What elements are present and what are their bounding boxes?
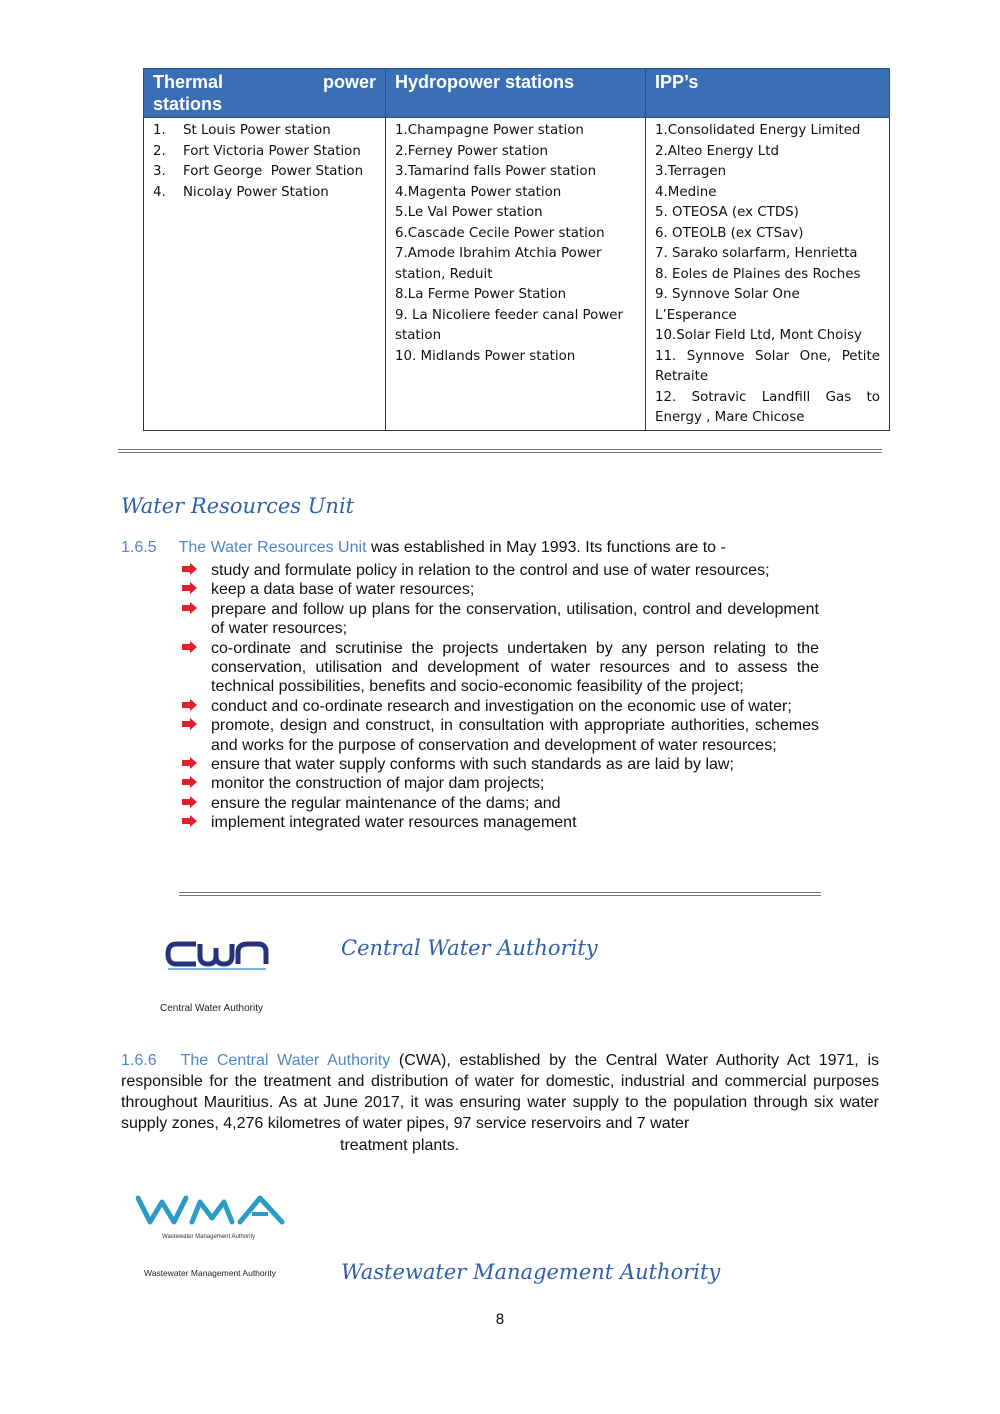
power-stations-table	[143, 68, 890, 431]
list-item	[153, 183, 376, 204]
list-item: 7. Sarako solarfarm, Henrietta	[655, 246, 858, 261]
list-item	[182, 600, 819, 639]
item-number: 2.	[153, 143, 166, 159]
bullet-text: ensure the regular maintenance of the dams; and	[211, 794, 561, 812]
arrow-icon	[182, 641, 197, 653]
arrow-icon	[182, 776, 197, 788]
cwa-heading: Central Water Authority	[341, 936, 598, 960]
arrow-icon	[182, 815, 197, 827]
arrow-icon	[182, 699, 197, 711]
list-item	[182, 716, 819, 755]
arrow-icon	[182, 796, 197, 808]
item-text: Nicolay Power Station	[183, 184, 329, 200]
list-item: 9. Synnove Solar One L’Esperance	[655, 287, 800, 323]
item-text: Fort Victoria Power Station	[183, 143, 361, 159]
water-resources-heading: Water Resources Unit	[121, 494, 355, 518]
list-item: 6.Cascade Cecile Power station	[395, 225, 605, 241]
section-link[interactable]: The Central Water Authority	[180, 1052, 391, 1069]
header-thermal-word3: stations	[153, 94, 223, 114]
list-item: 11. Synnove Solar One, Petite Retraite	[655, 348, 880, 384]
item-number: 4.	[153, 184, 166, 200]
bullet-text: prepare and follow up plans for the conservation, utilisation, control and development of water resources;	[211, 600, 819, 638]
section-number: 1.6.6	[121, 1052, 157, 1069]
arrow-icon	[182, 757, 197, 769]
arrow-icon	[182, 582, 197, 594]
thermal-list	[153, 121, 376, 203]
header-thermal	[144, 69, 386, 118]
list-item: 12. Sotravic Landfill Gas to Energy , Mare Chicose	[655, 389, 880, 425]
list-item	[182, 697, 819, 716]
bullet-text: monitor the construction of major dam projects;	[211, 775, 545, 793]
section-number: 1.6.5	[121, 539, 157, 556]
arrow-icon	[182, 602, 197, 614]
header-ipp: IPP’s	[646, 69, 890, 118]
page-number: 8	[495, 1312, 505, 1328]
header-hydro: Hydropower stations	[386, 69, 646, 118]
list-item	[182, 794, 819, 813]
cwa-logo	[160, 930, 278, 980]
list-item: 2.Alteo Energy Ltd	[655, 143, 779, 159]
list-item: 10.Solar Field Ltd, Mont Choisy	[655, 328, 862, 343]
bullet-text: keep a data base of water resources;	[211, 581, 475, 599]
list-item: 2.Ferney Power station	[395, 143, 548, 159]
water-unit-intro	[121, 538, 881, 557]
ipp-list	[655, 121, 880, 429]
list-item: 10. Midlands Power station	[395, 348, 576, 364]
cwa-logo-mark	[160, 930, 278, 980]
hydro-cell	[386, 118, 646, 431]
table-header-row	[144, 69, 890, 118]
hydro-list	[395, 121, 636, 367]
wma-logo-mark	[136, 1192, 286, 1228]
list-item: 3.Terragen	[655, 164, 727, 179]
wma-logo	[136, 1192, 286, 1238]
bullet-text: conduct and co-ordinate research and investigation on the economic use of water;	[211, 697, 792, 715]
cwa-paragraph-last: treatment plants.	[340, 1137, 460, 1154]
functions-list	[182, 561, 819, 833]
arrow-icon	[182, 563, 197, 575]
header-thermal-word1: Thermal	[153, 72, 224, 92]
section-link[interactable]: The Water Resources Unit	[178, 539, 367, 556]
cwa-paragraph	[121, 1050, 879, 1134]
intro-text: was established in May 1993. Its functions are to -	[366, 539, 726, 556]
list-item: 5.Le Val Power station	[395, 205, 543, 220]
list-item	[182, 561, 819, 580]
bullet-text: implement integrated water resources management	[211, 814, 577, 832]
cwa-paragraph-text: (CWA), established by the Central Water Authority Act 1971, is responsible for the treatment and distribution of water for domestic, industrial and commercial purposes throughout Mauritius. As at June 2017, it was ensuring water supply to the population through six water supply zones, 4,276 kilometres of water pipes, 97 service reservoirs and 7 water	[121, 1052, 879, 1132]
thermal-cell	[144, 118, 386, 431]
item-number: 1.	[153, 123, 166, 138]
ipp-cell	[646, 118, 890, 431]
section-divider	[118, 449, 882, 453]
list-item	[182, 639, 819, 697]
list-item	[153, 162, 376, 183]
list-item: 4.Medine	[655, 184, 717, 200]
wma-heading: Wastewater Management Authority	[341, 1260, 721, 1284]
item-text: St Louis Power station	[183, 123, 331, 138]
cwa-logo-caption: Central Water Authority	[160, 1003, 264, 1014]
list-item	[182, 813, 819, 832]
arrow-icon	[182, 718, 197, 730]
wma-logo-caption: Wastewater Management Authority	[144, 1268, 276, 1278]
list-item	[153, 142, 376, 163]
list-item: 9. La Nicoliere feeder canal Power station	[395, 307, 624, 343]
list-item: 7.Amode Ibrahim Atchia Power station, Reduit	[395, 246, 602, 282]
bullet-text: co-ordinate and scrutinise the projects undertaken by any person relating to the conservation, utilisation and development of water resources and to assess the technical possibilities, benefits and socio-economic feasibility of the project;	[211, 639, 819, 696]
list-item: 8. Eoles de Plaines des Roches	[655, 266, 861, 282]
header-thermal-word2: power	[322, 72, 376, 92]
item-text: Fort George Power Station	[183, 164, 364, 179]
section-divider	[179, 892, 821, 896]
list-item: 1.Consolidated Energy Limited	[655, 123, 861, 138]
list-item	[153, 121, 376, 142]
list-item: 8.La Ferme Power Station	[395, 287, 567, 302]
bullet-text: ensure that water supply conforms with such standards as are laid by law;	[211, 756, 734, 774]
list-item: 3.Tamarind falls Power station	[395, 164, 597, 179]
wma-logo-subcaption: Wastewater Management Authority	[162, 1234, 256, 1240]
bullet-text: promote, design and construct, in consultation with appropriate authorities, schemes and works for the purpose of conservation and development of water resources;	[211, 717, 819, 754]
table-row	[144, 118, 890, 431]
list-item: 5. OTEOSA (ex CTDS)	[655, 205, 799, 220]
bullet-text: study and formulate policy in relation to the control and use of water resources;	[211, 562, 770, 579]
list-item	[182, 755, 819, 774]
list-item: 6. OTEOLB (ex CTSav)	[655, 225, 804, 241]
list-item: 1.Champagne Power station	[395, 123, 584, 138]
list-item: 4.Magenta Power station	[395, 184, 562, 200]
item-number: 3.	[153, 164, 166, 179]
list-item	[182, 580, 819, 599]
list-item	[182, 774, 819, 793]
